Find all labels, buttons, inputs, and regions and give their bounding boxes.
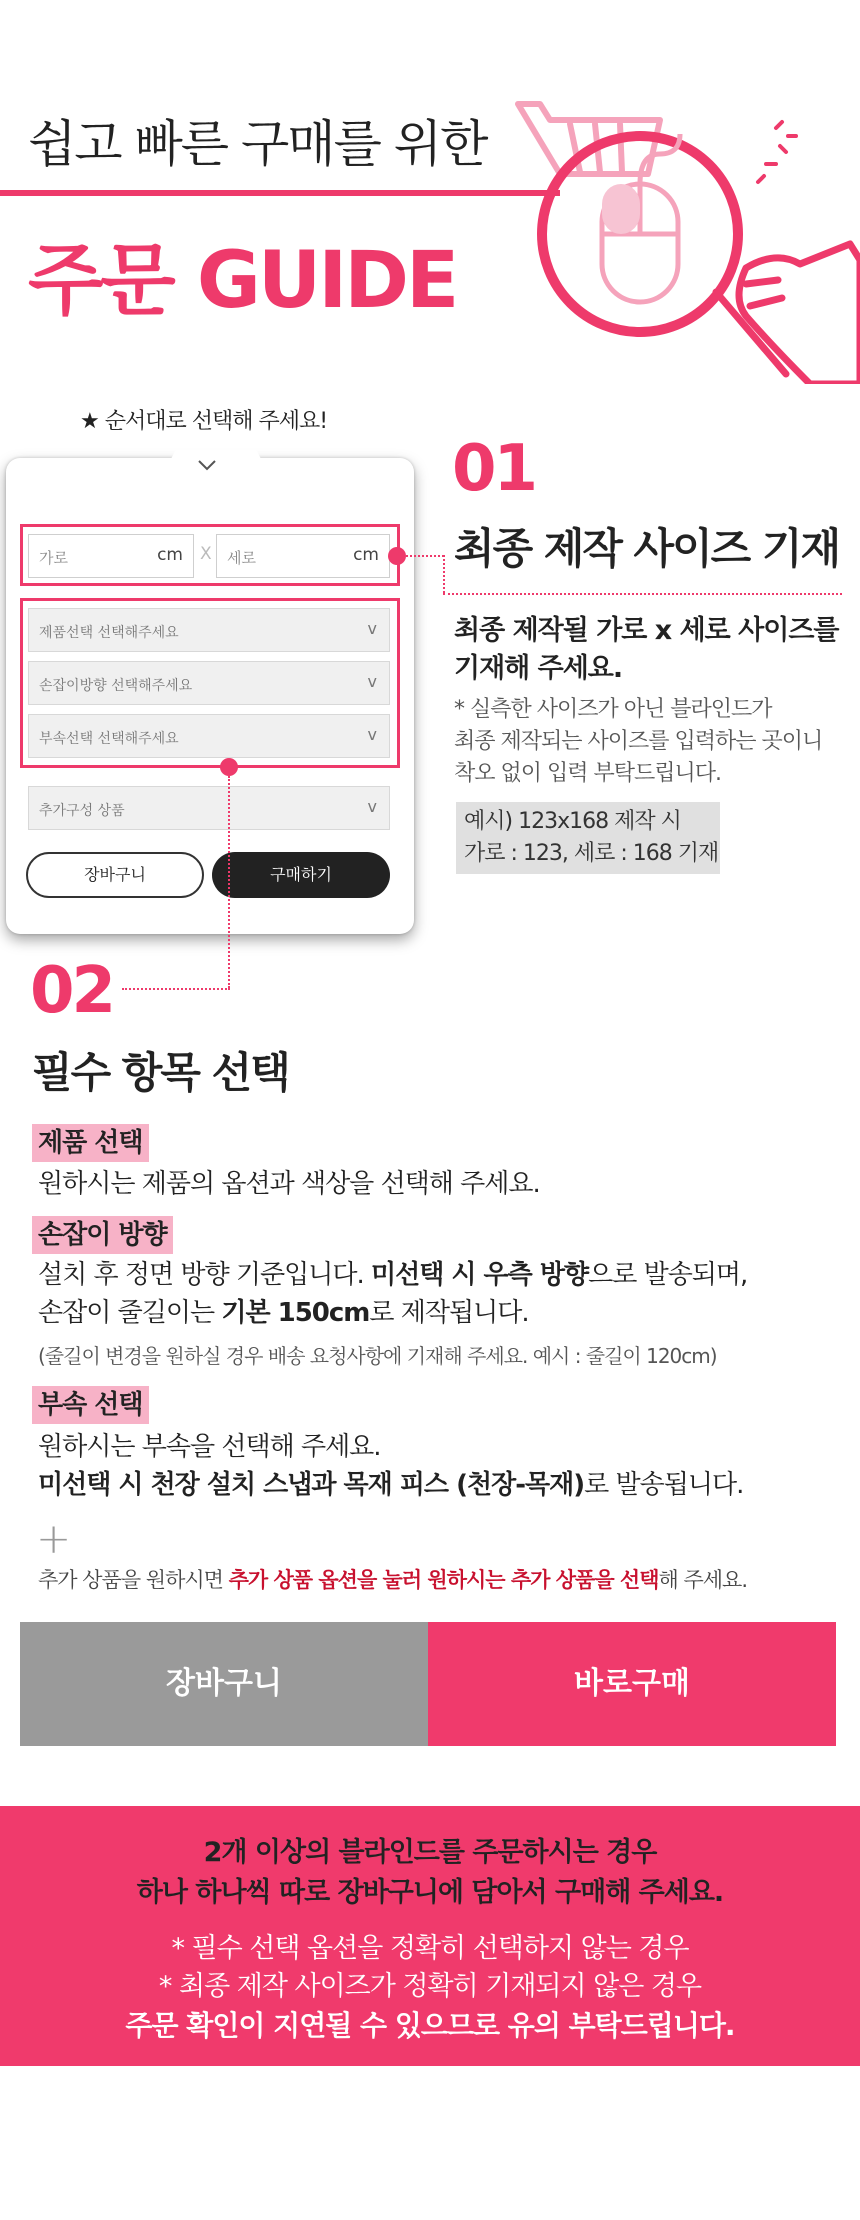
connector-line [228,776,230,988]
extra-product-note [38,1564,747,1594]
connector-line [443,593,842,595]
extra-text-highlight: 추가 상품 옵션을 눌러 원하시는 추가 상품을 선택 [228,1568,659,1592]
notice-line: 2개 이상의 블라인드를 주문하시는 경우 [203,1837,657,1868]
step1-description [454,612,838,688]
handle-select-label: 손잡이방향 선택해주세요 [39,678,193,694]
handle-text-bold: 미선택 시 우측 방향 [370,1260,589,1290]
connector-line [406,555,444,557]
notice-line: * 최종 제작 사이즈가 정확히 기재되지 않은 경우 [158,1971,702,2002]
extra-select-label: 추가구성 상품 [39,803,125,819]
step1-desc-line: 최종 제작될 가로 x 세로 사이즈를 [454,615,839,646]
handle-note: (줄길이 변경을 원하실 경우 배송 요청사항에 기재해 주세요. 예시 : 줄길이 120cm) [38,1344,717,1368]
accessory-select[interactable] [28,714,390,758]
page-title: 주문 GUIDE [28,236,457,326]
product-select-label: 제품선택 선택해주세요 [39,625,179,641]
step1-example-line: 가로 : 123, 세로 : 168 기재 [464,841,719,866]
purchase-button[interactable]: 구매하기 [212,852,390,898]
height-unit: cm [353,545,379,565]
handle-text: 로 제작됩니다. [369,1298,529,1328]
accessory-text-bold: 미선택 시 천장 설치 스냅과 목재 피스 (천장-목재) [38,1470,585,1500]
notice-line: 주문 확인이 지연될 수 있으므로 유의 부탁드립니다. [125,2009,735,2042]
handle-text: 설치 후 정면 방향 기준입니다. [38,1260,371,1290]
plus-icon: + [36,1514,72,1563]
add-to-cart-button[interactable]: 장바구니 [26,852,204,898]
product-select[interactable] [28,608,390,652]
connector-line [443,555,445,593]
notice-line: 하나 하나씩 따로 장바구니에 담아서 구매해 주세요. [136,1877,724,1908]
width-input[interactable] [28,534,194,578]
step1-title: 최종 제작 사이즈 기재 [454,524,840,573]
notice-line: * 필수 선택 옵션을 정확히 선택하지 않는 경우 [171,1933,689,1964]
handle-tag: 손잡이 방향 [32,1216,173,1254]
product-description: 원하시는 제품의 옵션과 색상을 선택해 주세요. [38,1169,540,1199]
handle-text-bold: 기본 150cm [221,1298,370,1328]
chevron-down-icon: v [367,797,377,816]
accessory-description-line1: 원하시는 부속을 선택해 주세요. [38,1432,381,1462]
order-notice-banner [0,1806,860,2066]
handle-description-line2 [38,1294,529,1332]
header-subtitle: 쉽고 빠른 구매를 위한 [28,115,487,173]
step1-note-line: 최종 제작되는 사이즈를 입력하는 곳이니 [454,729,823,754]
cart-button[interactable]: 장바구니 [20,1622,428,1746]
chevron-down-icon: v [367,672,377,691]
size-separator: X [200,544,212,564]
header-divider [0,190,560,196]
accessory-description-line2 [38,1466,743,1504]
height-placeholder: 세로 [227,549,256,567]
step1-note-line: * 실측한 사이즈가 아닌 블라인드가 [454,697,772,722]
step2-title: 필수 항목 선택 [32,1048,289,1097]
width-placeholder: 가로 [39,549,68,567]
handle-text: 으로 발송되며, [588,1260,748,1290]
step1-example [456,802,720,874]
step2-number: 02 [30,954,114,1028]
step1-marker-dot [388,547,406,565]
step1-note [454,694,822,790]
step2-marker-dot [220,758,238,776]
height-input[interactable] [216,534,390,578]
connector-line [122,988,230,990]
step1-number: 01 [452,432,536,506]
extra-text: 해 주세요. [658,1568,748,1592]
chevron-down-icon: v [367,619,377,638]
product-tag: 제품 선택 [32,1124,149,1162]
step1-desc-line: 기재해 주세요. [454,653,623,684]
handle-direction-select[interactable] [28,661,390,705]
buy-now-button[interactable]: 바로구매 [428,1622,836,1746]
accessory-text: 로 발송됩니다. [584,1470,744,1500]
order-instruction: ★ 순서대로 선택해 주세요! [80,409,328,434]
accessory-tag: 부속 선택 [32,1386,149,1424]
extra-text: 추가 상품을 원하시면 [38,1568,229,1592]
handle-description-line1 [38,1256,747,1294]
step1-note-line: 착오 없이 입력 부탁드립니다. [454,761,721,786]
step1-example-line: 예시) 123x168 제작 시 [464,809,681,834]
magnifier-cart-illustration-icon [510,84,860,384]
handle-text: 손잡이 줄길이는 [38,1298,222,1328]
width-unit: cm [157,545,183,565]
extra-product-select[interactable] [28,786,390,830]
accessory-select-label: 부속선택 선택해주세요 [39,731,179,747]
chevron-down-icon[interactable] [196,454,218,476]
chevron-down-icon: v [367,725,377,744]
